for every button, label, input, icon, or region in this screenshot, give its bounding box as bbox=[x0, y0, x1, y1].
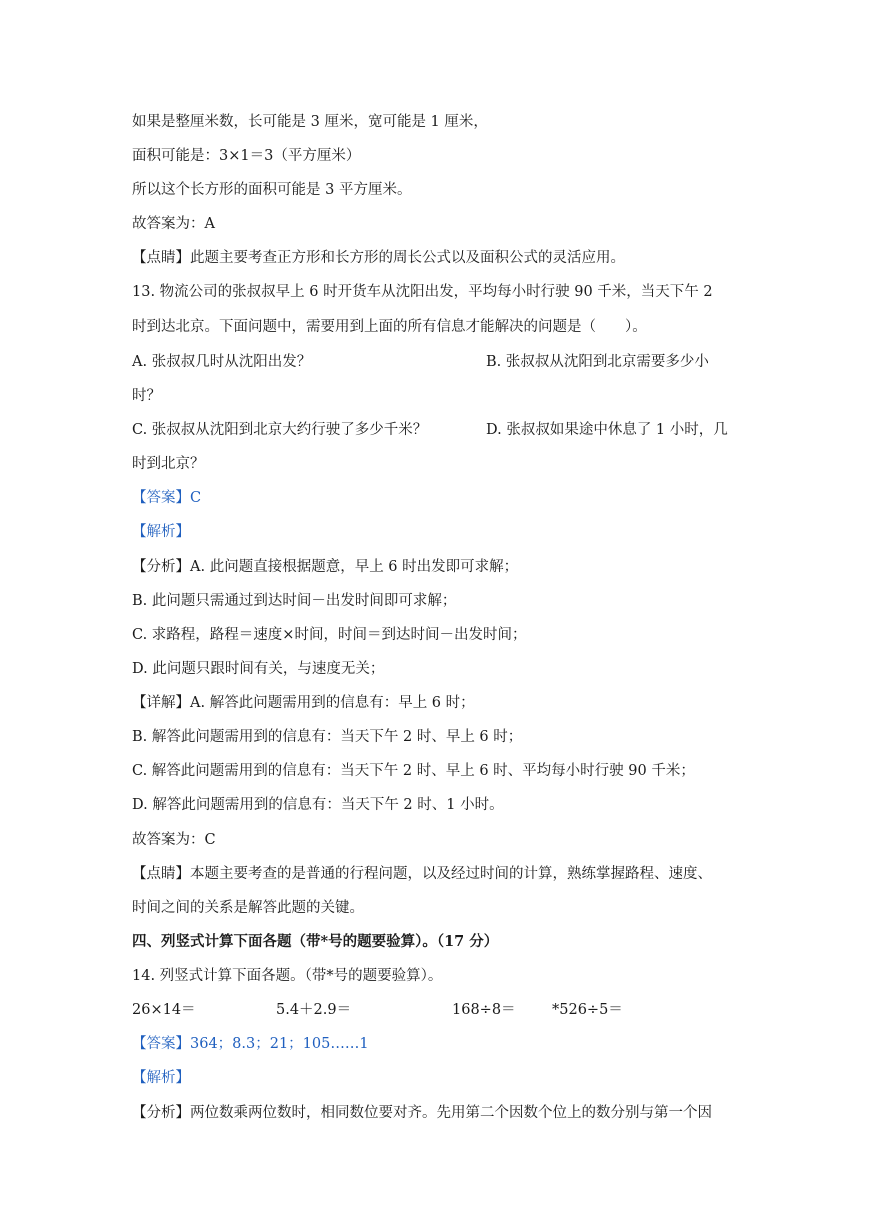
text-line: 故答案为：A bbox=[132, 216, 215, 232]
text-line: 面积可能是：3×1＝3（平方厘米） bbox=[132, 148, 361, 164]
analysis-label: 【解析】 bbox=[132, 1070, 190, 1086]
text-line: 【详解】A. 解答此问题需用到的信息有：早上 6 时； bbox=[132, 695, 475, 711]
option-a: A. 张叔叔几时从沈阳出发？ bbox=[132, 354, 312, 370]
calc-item: *526÷5＝ bbox=[552, 1002, 623, 1018]
calc-item: 5.4＋2.9＝ bbox=[276, 1002, 352, 1018]
answer-label: 【答案】364；8.3；21；105……1 bbox=[132, 1036, 369, 1052]
calc-item: 26×14＝ bbox=[132, 1002, 196, 1018]
option-b: B. 张叔叔从沈阳到北京需要多少小 bbox=[486, 354, 709, 370]
text-line: 【分析】两位数乘两位数时，相同数位要对齐。先用第二个因数个位上的数分别与第一个因 bbox=[132, 1105, 712, 1121]
option-d-cont: 时到北京？ bbox=[132, 456, 205, 472]
text-line: 【分析】A. 此问题直接根据题意，早上 6 时出发即可求解； bbox=[132, 559, 519, 575]
text-line: C. 求路程，路程＝速度×时间，时间＝到达时间－出发时间； bbox=[132, 627, 527, 643]
calc-item: 168÷8＝ bbox=[452, 1002, 516, 1018]
analysis-label: 【解析】 bbox=[132, 524, 190, 540]
text-line: B. 此问题只需通过到达时间－出发时间即可求解； bbox=[132, 593, 457, 609]
text-line: C. 解答此问题需用到的信息有：当天下午 2 时、早上 6 时、平均每小时行驶 90 千米； bbox=[132, 763, 695, 779]
text-line: D. 解答此问题需用到的信息有：当天下午 2 时、1 小时。 bbox=[132, 797, 504, 813]
answer-label: 【答案】C bbox=[132, 490, 202, 506]
question-13-cont: 时到达北京。下面问题中，需要用到上面的所有信息才能解决的问题是（ ）。 bbox=[132, 319, 647, 335]
comment-line: 【点睛】此题主要考查正方形和长方形的周长公式以及面积公式的灵活应用。 bbox=[132, 250, 625, 266]
text-line: 如果是整厘米数，长可能是 3 厘米，宽可能是 1 厘米， bbox=[132, 114, 488, 130]
option-d: D. 张叔叔如果途中休息了 1 小时，几 bbox=[486, 422, 728, 438]
comment-line: 【点睛】本题主要考查的是普通的行程问题，以及经过时间的计算，熟练掌握路程、速度、 bbox=[132, 866, 712, 882]
comment-line-cont: 时间之间的关系是解答此题的关键。 bbox=[132, 900, 364, 916]
option-c: C. 张叔叔从沈阳到北京大约行驶了多少千米？ bbox=[132, 422, 428, 438]
section-heading: 四、列竖式计算下面各题（带*号的题要验算）。（17 分） bbox=[132, 933, 499, 950]
text-line: B. 解答此问题需用到的信息有：当天下午 2 时、早上 6 时； bbox=[132, 729, 523, 745]
text-line: 故答案为：C bbox=[132, 832, 216, 848]
question-13: 13. 物流公司的张叔叔早上 6 时开货车从沈阳出发，平均每小时行驶 90 千米，当天下午 2 bbox=[132, 284, 713, 300]
option-b-cont: 时？ bbox=[132, 388, 161, 404]
question-14: 14. 列竖式计算下面各题。（带*号的题要验算）。 bbox=[132, 968, 443, 984]
text-line: 所以这个长方形的面积可能是 3 平方厘米。 bbox=[132, 182, 412, 198]
text-line: D. 此问题只跟时间有关，与速度无关； bbox=[132, 661, 385, 677]
